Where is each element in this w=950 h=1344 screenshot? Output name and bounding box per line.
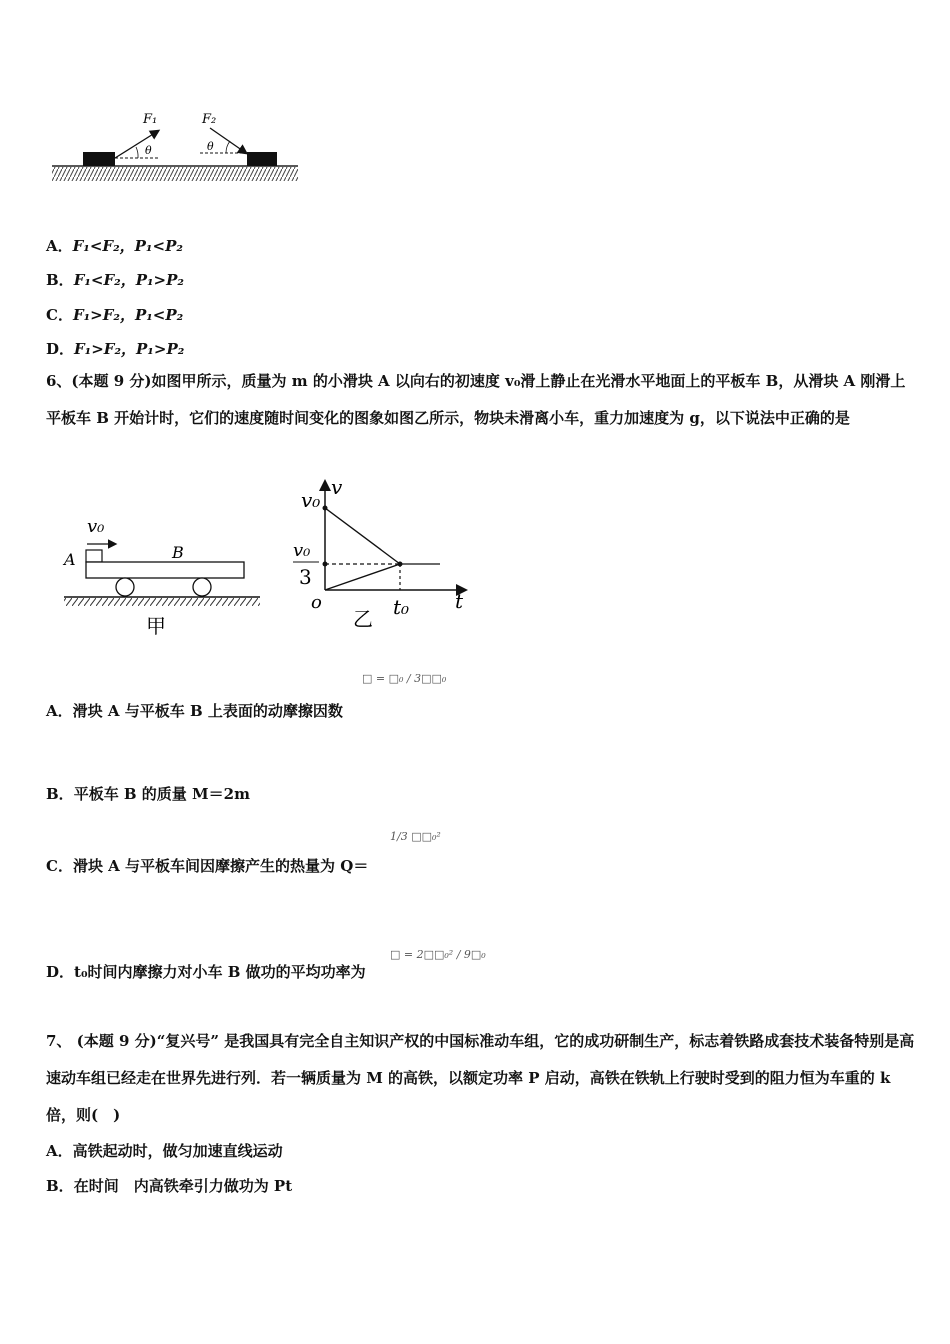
q5-option-a: A．F₁<F₂，P₁<P₂ — [46, 237, 183, 255]
q5-option-d: D．F₁>F₂，P₁>P₂ — [46, 340, 185, 358]
fig-yi — [285, 472, 475, 634]
theta-label-2: θ — [207, 140, 214, 153]
q6-option-b: B．平板车 B 的质量 M＝2m — [46, 785, 250, 803]
q6-option-c: C．滑块 A 与平板车间因摩擦产生的热量为 Q＝ — [46, 857, 369, 875]
block-right — [247, 152, 277, 166]
q7-option-a: A．高铁起动时，做匀加速直线运动 — [46, 1142, 283, 1160]
fig-jia — [60, 510, 265, 640]
jia-caption: 甲 — [146, 614, 166, 638]
yi-caption: 乙 — [353, 607, 373, 631]
q7-option-b: B．在时间 内高铁牵引力做功为 Pt — [46, 1177, 293, 1195]
force-figure — [50, 105, 300, 187]
yi-v0: v₀ — [301, 488, 321, 512]
yi-t-axis: t — [455, 589, 464, 613]
q6-text: 6、(本题 9 分)如图甲所示，质量为 m 的小滑块 A 以向右的初速度 v₀滑上静止在光滑水平地面上的平板车 B，从滑块 A 刚滑上平板车 B 开始计时，它们的速度随时间变化的图象如图乙所示，物块未滑离小车，重力加速度为 g，以下说法中正确的是 — [46, 372, 906, 427]
q5-option-c: C．F₁>F₂，P₁<P₂ — [46, 306, 184, 324]
theta-label-1: θ — [145, 144, 152, 157]
q6-d-formula: □ = 2□□₀² / 9□₀ — [390, 948, 486, 961]
jia-v0: v₀ — [87, 516, 105, 537]
yi-v-axis: v — [331, 475, 343, 499]
yi-origin: o — [311, 592, 322, 613]
yi-three: 3 — [299, 565, 312, 589]
q5-option-b: B．F₁<F₂，P₁>P₂ — [46, 271, 184, 289]
jia-b-label: B — [172, 543, 184, 562]
block-left — [83, 152, 115, 166]
q6-option-a: A．滑块 A 与平板车 B 上表面的动摩擦因数 — [46, 702, 343, 720]
yi-t0: t₀ — [393, 595, 410, 619]
f1-label: F₁ — [143, 112, 158, 127]
q7-text: 7、 (本题 9 分)“复兴号” 是我国具有完全自主知识产权的中国标准动车组，它的成功研制生产，标志着铁路成套技术装备特别是高速动车组已经走在世界先进行列．若一辆质量为 M 的高铁，以额定功率 P 启动，高铁在铁轨上行驶时受到的阻力恒为车重的 k 倍，则( ) — [46, 1032, 915, 1124]
jia-a-label: A — [64, 550, 76, 569]
q6-a-formula: □ = □₀ / 3□□₀ — [362, 672, 447, 685]
yi-v0-numerator: v₀ — [293, 540, 311, 561]
q6-c-formula: 1/3 □□₀² — [390, 830, 441, 843]
f2-label: F₂ — [202, 112, 217, 127]
q6-option-d: D．t₀时间内摩擦力对小车 B 做功的平均功率为 — [46, 963, 366, 981]
